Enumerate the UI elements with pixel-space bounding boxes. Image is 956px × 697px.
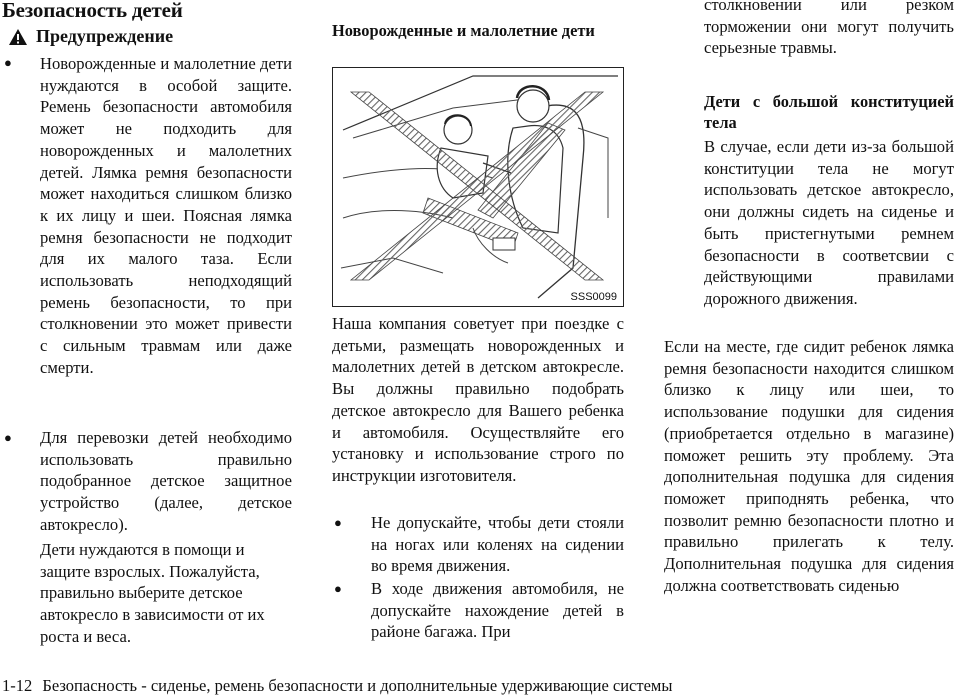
warning-bullet-2 (40, 427, 292, 536)
section2-paragraph-text: Наша компания советует при поездке с детьми, размещать новорожденных и малолетних детей в детском автокресле. Вы должны правильно подобрать детское автокресло для Вашего ребенка и автомобиля. Осуществляйте его установку и использование строго по инструкции изготовителя. (332, 314, 624, 485)
section2-bullet-text: В ходе движения автомобиля, не допускайте нахождение детей в районе багажа. При (371, 579, 624, 642)
section2-paragraph (332, 313, 624, 487)
section3-paragraph-2-text: Если на месте, где сидит ребенок лямка ремня безопасности находится слишком близко к лицу или шеи, то использование подушки для сидения (приобретается отдельно в магазине) поможет решить эту проблему. Эта дополнительная подушка для сидения поможет приподнять ребенка, что позволит ремню безопасности плотно и правильно прилегать к телу. Дополнительная подушка для сидения должна соответствовать сиденью (664, 337, 954, 595)
warning-triangle-icon (8, 28, 28, 46)
figure-child-on-lap-prohibited (332, 67, 624, 307)
warning-followup-text: Дети нуждаются в помощи и защите взрослых. Пожалуйста, правильно выберите детское автокресло в зависимости от их роста и веса. (40, 540, 265, 646)
bullet-dot-icon: ● (4, 430, 12, 445)
section3-heading-block (704, 91, 954, 133)
footer-chapter-title: Безопасность - сиденье, ремень безопасности и дополнительные удерживающие системы (42, 676, 673, 695)
warning-heading (8, 26, 173, 47)
warning-heading-text: Предупреждение (36, 26, 174, 46)
section2-heading: Новорожденные и малолетние дети (332, 21, 595, 40)
section2-bullet-text: Не допускайте, чтобы дети стояли на ногах или коленях на сидении во время движения. (371, 513, 624, 576)
warning-bullet-1 (40, 53, 292, 379)
section3-paragraph-text: В случае, если дети из-за большой конституции тела не могут использовать детское автокресло, они должны сидеть на сиденье и быть пристегнутыми ремнем безопасности в соответсвии с действующими правилами дорожного движения. (704, 137, 954, 308)
bullet-dot-icon: ● (334, 581, 342, 596)
section3-paragraph-2 (664, 336, 954, 596)
illustration-crossed-out (333, 68, 623, 306)
section2-bullet-2 (371, 578, 624, 643)
warning-bullet-text: Новорожденные и малолетние дети нуждаются в особой защите. Ремень безопасности автомобиля может не подходить для новорожденных и малолетних детей. Лямка ремня безопасности может находиться слишком близко к их лицу и шеи. Поясная лямка ремня безопасности не подходит для их малого таза. Если использовать неподходящий ремень безопасности, то при столкновении это может привести с сильным травмам или даже смерти. (40, 54, 292, 377)
col3-continuation-text: столкновении или резком торможении они могут получить серьезные травмы. (704, 0, 954, 58)
figure-code: SSS0099 (570, 291, 617, 303)
section3-heading: Дети с большой конституцией тела (704, 92, 954, 132)
page-number: 1-12 (2, 676, 33, 695)
section2-heading-block (332, 20, 624, 41)
section2-bullet-1 (371, 512, 624, 577)
page-title: Безопасность детей (2, 0, 183, 22)
col3-continuation (704, 0, 954, 59)
warning-bullet-text: Для перевозки детей необходимо использовать правильно подобранное детское защитное устройство (далее, детское автокресло). (40, 428, 292, 534)
section3-paragraph (704, 136, 954, 310)
bullet-dot-icon: ● (4, 55, 12, 70)
page-footer (2, 676, 672, 696)
warning-followup (40, 539, 292, 648)
bullet-dot-icon: ● (334, 515, 342, 530)
